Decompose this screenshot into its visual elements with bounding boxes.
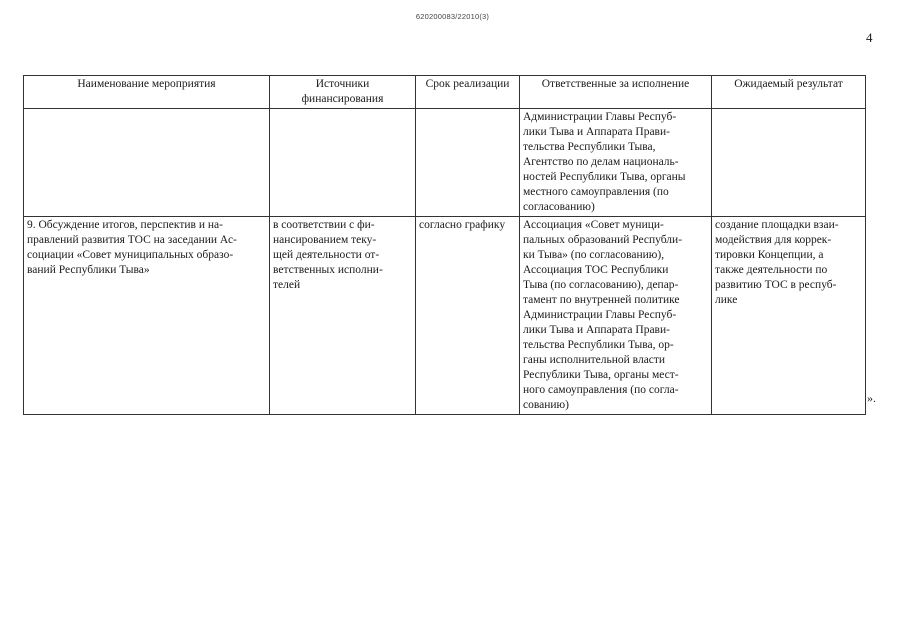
text-line: тамент по внутренней политике (523, 294, 680, 306)
text-line: лики Тыва и Аппарата Прави- (523, 126, 670, 138)
text-line: модействия для коррек- (715, 234, 832, 246)
text-line: телей (273, 279, 301, 291)
text-line: ки Тыва» (по согласованию), (523, 249, 665, 261)
text-line: создание площадки взаи- (715, 219, 839, 231)
cell-activity-name (24, 109, 270, 217)
text-line: местного самоуправления (по (523, 186, 669, 198)
table-header-row (24, 76, 866, 109)
table-row-continuation (24, 109, 866, 217)
text-line: согласованию) (523, 201, 595, 213)
text-line: сованию) (523, 399, 569, 411)
text-line: Ассоциация ТОС Республики (523, 264, 669, 276)
text-line: согласно графику (419, 219, 506, 231)
text-line: ганы исполнительной власти (523, 354, 666, 366)
text-line: социации «Совет муниципальных образо- (27, 249, 234, 261)
text-line: Администрации Главы Респуб- (523, 309, 677, 321)
text-line: лике (715, 294, 738, 306)
text-line: Ассоциация «Совет муници- (523, 219, 664, 231)
text-line: тировки Концепции, а (715, 249, 824, 261)
header-activity-name: Наименование мероприятия (24, 76, 270, 109)
text-line: ваний Республики Тыва» (27, 264, 150, 276)
text-line: также деятельности по (715, 264, 828, 276)
text-line: Республики Тыва, органы мест- (523, 369, 679, 381)
text-line: нансированием теку- (273, 234, 377, 246)
document-code: 620200083/22010(3) (415, 12, 490, 21)
header-deadline: Срок реализации (416, 76, 520, 109)
header-funding-sources (270, 76, 416, 109)
cell-responsible (520, 109, 712, 217)
text-line: 9. Обсуждение итогов, перспектив и на- (27, 219, 223, 231)
text-line: правлений развития ТОС на заседании Ас- (27, 234, 237, 246)
page-number: 4 (866, 30, 873, 45)
header-responsible: Ответственные за исполнение (520, 76, 712, 109)
cell-funding-sources (270, 109, 416, 217)
text-line: в соответствии с фи- (273, 219, 375, 231)
text-line: Администрации Главы Респуб- (523, 111, 677, 123)
cell-deadline (416, 109, 520, 217)
cell-expected-result (712, 217, 866, 415)
cell-funding-sources (270, 217, 416, 415)
text-line: Агентство по делам националь- (523, 156, 679, 168)
text-line: тельства Республики Тыва, ор- (523, 339, 674, 351)
cell-expected-result (712, 109, 866, 217)
text-line: ного самоуправления (по согла- (523, 384, 679, 396)
text-line: ветственных исполни- (273, 264, 383, 276)
cell-responsible (520, 217, 712, 415)
text-line: пальных образований Республи- (523, 234, 683, 246)
text-line: лики Тыва и Аппарата Прави- (523, 324, 670, 336)
text-line: тельства Республики Тыва, (523, 141, 656, 153)
header-expected-result: Ожидаемый результат (712, 76, 866, 109)
activities-table (23, 75, 866, 415)
header-funding-sources-line: Источники (315, 78, 370, 90)
text-line: Тыва (по согласованию), депар- (523, 279, 679, 291)
cell-deadline (416, 217, 520, 415)
text-line: ностей Республики Тыва, органы (523, 171, 686, 183)
cell-activity-name (24, 217, 270, 415)
closing-quote-mark: ». (867, 391, 876, 405)
text-line: щей деятельности от- (273, 249, 380, 261)
header-funding-sources-line: финансирования (301, 93, 384, 105)
table-row-9 (24, 217, 866, 415)
text-line: развитию ТОС в респуб- (715, 279, 837, 291)
